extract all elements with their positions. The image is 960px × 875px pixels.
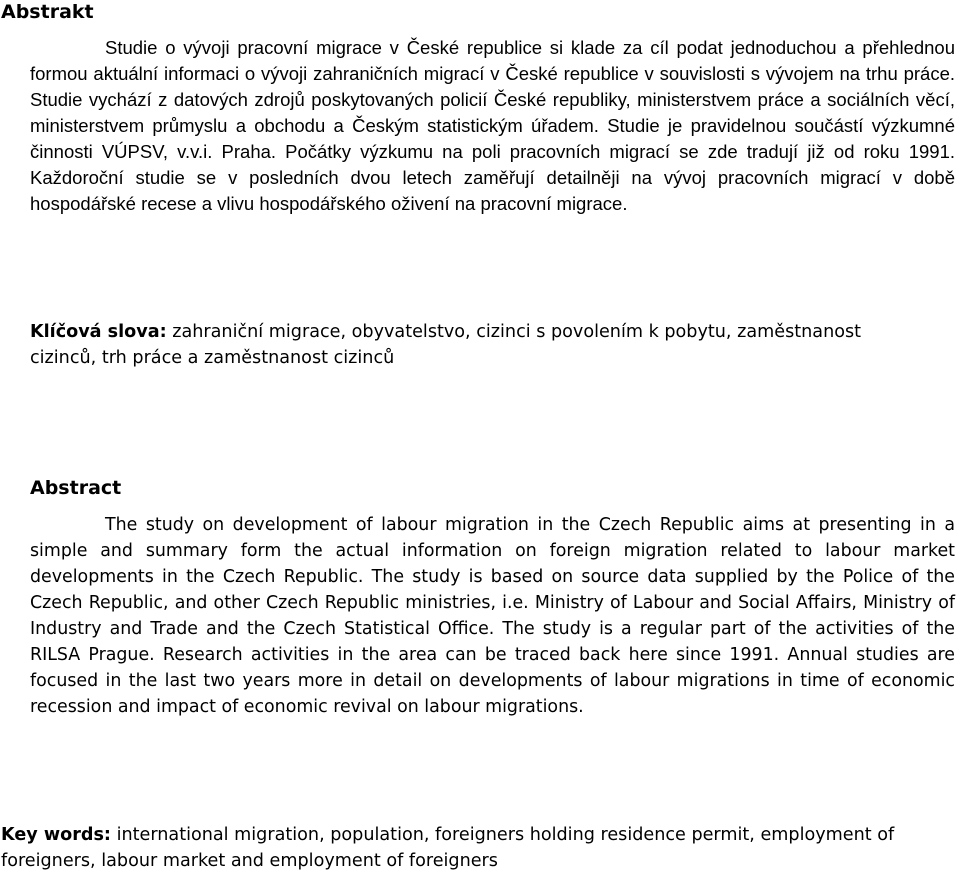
english-keywords-text: international migration, population, foreigners holding residence permit, employment of foreigners, labour market and employment of foreigners <box>1 825 895 871</box>
english-abstract-text: The study on development of labour migration in the Czech Republic aims at presenting in a simple and summary form the actual information on foreign migration related to labour market developments in the Czech Republic. The study is based on source data supplied by the Police of the Czech Republic, and other Czech Republic ministries, i.e. Ministry of Labour and Social Affairs, Ministry of Industry and Trade and the Czech Statistical Office. The study is a regular part of the activities of the RILSA Prague. Research activities in the area can be traced back here since 1991. Annual studies are focused in the last two years more in detail on developments of labour migrations in time of economic recession and impact of economic revival on labour migrations. <box>30 515 955 717</box>
czech-keywords-text: zahraniční migrace, obyvatelstvo, cizinci s povolením k pobytu, zaměstnanost cizinců, trh práce a zaměstnanost cizinců <box>30 322 862 368</box>
czech-keywords <box>30 319 930 371</box>
czech-abstract-heading: Abstrakt <box>1 1 94 23</box>
czech-keywords-label: Klíčová slova: <box>30 322 167 342</box>
english-keywords-label: Key words: <box>1 825 111 845</box>
czech-abstract-text: Studie o vývoji pracovní migrace v České republice si klade za cíl podat jednoduchou a přehlednou formou aktuální informaci o vývoji zahraničních migrací v České republice v souvislosti s vývojem na trhu práce. Studie vychází z datových zdrojů poskytovaných policií České republiky, ministerstvem práce a sociálních věcí, ministerstvem průmyslu a obchodu a Českým statistickým úřadem. Studie je pravidelnou součástí výzkumné činnosti VÚPSV, v.v.i. Praha. Počátky výzkumu na poli pracovních migrací se zde tradují již od roku 1991. Každoroční studie se v posledních dvou letech zaměřují detailněji na vývoj pracovních migrací v době hospodářské recese a vlivu hospodářského oživení na pracovní migrace. <box>30 37 955 214</box>
english-abstract-heading: Abstract <box>30 477 122 499</box>
english-keywords <box>1 822 956 874</box>
